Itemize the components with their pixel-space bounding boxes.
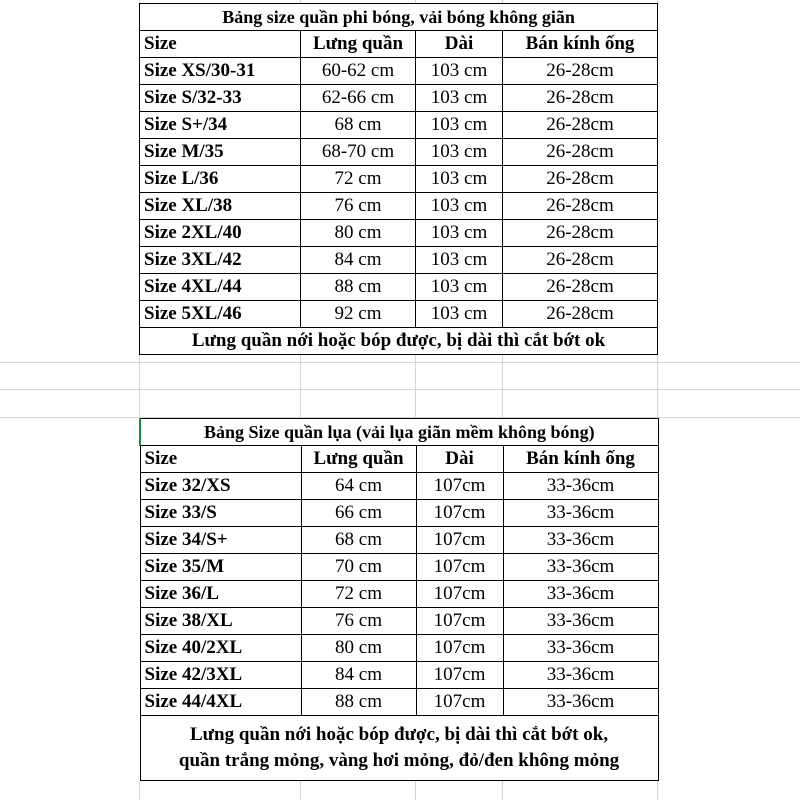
waist-cell: 88 cm	[301, 274, 416, 301]
size-cell: Size 40/2XL	[140, 635, 301, 662]
length-cell: 103 cm	[416, 58, 503, 85]
table-row	[140, 554, 658, 581]
waist-cell: 88 cm	[301, 689, 416, 716]
size-cell: Size 35/M	[140, 554, 301, 581]
table-row	[140, 608, 658, 635]
length-cell: 107cm	[416, 500, 503, 527]
table2-note-line2: quần trắng mỏng, vàng hơi mỏng, đỏ/đen không mỏng	[178, 750, 620, 771]
table-row	[140, 500, 658, 527]
leg-radius-cell: 33-36cm	[503, 635, 658, 662]
size-table-lua	[139, 418, 659, 781]
size-cell: Size L/36	[140, 166, 301, 193]
size-cell: Size M/35	[140, 139, 301, 166]
leg-radius-cell: 26-28cm	[503, 193, 658, 220]
table1-note: Lưng quần nới hoặc bóp được, bị dài thì cắt bớt ok	[140, 328, 658, 355]
table-row	[140, 193, 658, 220]
table2-header-leg-radius: Bán kính ống	[503, 446, 658, 473]
table1-title: Bảng size quần phi bóng, vải bóng không giãn	[140, 4, 658, 31]
waist-cell: 80 cm	[301, 220, 416, 247]
table-row	[140, 662, 658, 689]
table-row	[140, 635, 658, 662]
size-cell: Size 4XL/44	[140, 274, 301, 301]
length-cell: 103 cm	[416, 139, 503, 166]
leg-radius-cell: 26-28cm	[503, 274, 658, 301]
length-cell: 107cm	[416, 608, 503, 635]
waist-cell: 68 cm	[301, 527, 416, 554]
size-cell: Size 44/4XL	[140, 689, 301, 716]
table-row	[140, 274, 658, 301]
waist-cell: 84 cm	[301, 662, 416, 689]
table1-header-size: Size	[140, 31, 301, 58]
length-cell: 103 cm	[416, 193, 503, 220]
table1-header-waist: Lưng quần	[301, 31, 416, 58]
leg-radius-cell: 26-28cm	[503, 220, 658, 247]
size-cell: Size S+/34	[140, 112, 301, 139]
waist-cell: 68 cm	[301, 112, 416, 139]
leg-radius-cell: 33-36cm	[503, 527, 658, 554]
size-cell: Size S/32-33	[140, 85, 301, 112]
length-cell: 107cm	[416, 689, 503, 716]
length-cell: 103 cm	[416, 247, 503, 274]
table-row	[140, 112, 658, 139]
length-cell: 103 cm	[416, 85, 503, 112]
waist-cell: 62-66 cm	[301, 85, 416, 112]
waist-cell: 76 cm	[301, 193, 416, 220]
table1-header-length: Dài	[416, 31, 503, 58]
size-cell: Size XL/38	[140, 193, 301, 220]
waist-cell: 66 cm	[301, 500, 416, 527]
leg-radius-cell: 26-28cm	[503, 139, 658, 166]
leg-radius-cell: 33-36cm	[503, 662, 658, 689]
length-cell: 103 cm	[416, 166, 503, 193]
leg-radius-cell: 33-36cm	[503, 581, 658, 608]
leg-radius-cell: 33-36cm	[503, 473, 658, 500]
waist-cell: 60-62 cm	[301, 58, 416, 85]
table-row	[140, 58, 658, 85]
leg-radius-cell: 26-28cm	[503, 112, 658, 139]
size-cell: Size XS/30-31	[140, 58, 301, 85]
leg-radius-cell: 26-28cm	[503, 166, 658, 193]
waist-cell: 70 cm	[301, 554, 416, 581]
length-cell: 107cm	[416, 662, 503, 689]
table2-header-length: Dài	[416, 446, 503, 473]
table-row	[140, 473, 658, 500]
table1-header-row	[140, 31, 658, 58]
size-cell: Size 34/S+	[140, 527, 301, 554]
table-row	[140, 247, 658, 274]
table2-title: Bảng Size quần lụa (vải lụa giãn mềm không bóng)	[140, 419, 658, 446]
table2-header-size: Size	[140, 446, 301, 473]
table2-header-waist: Lưng quần	[301, 446, 416, 473]
length-cell: 103 cm	[416, 112, 503, 139]
length-cell: 107cm	[416, 635, 503, 662]
waist-cell: 72 cm	[301, 166, 416, 193]
waist-cell: 80 cm	[301, 635, 416, 662]
length-cell: 107cm	[416, 473, 503, 500]
waist-cell: 92 cm	[301, 301, 416, 328]
length-cell: 103 cm	[416, 301, 503, 328]
table-row	[140, 139, 658, 166]
waist-cell: 72 cm	[301, 581, 416, 608]
leg-radius-cell: 33-36cm	[503, 554, 658, 581]
table2-note-line1: Lưng quần nới hoặc bóp được, bị dài thì cắt bớt ok,	[189, 724, 609, 745]
table-row	[140, 581, 658, 608]
leg-radius-cell: 33-36cm	[503, 500, 658, 527]
length-cell: 103 cm	[416, 274, 503, 301]
waist-cell: 76 cm	[301, 608, 416, 635]
leg-radius-cell: 33-36cm	[503, 689, 658, 716]
size-cell: Size 36/L	[140, 581, 301, 608]
length-cell: 107cm	[416, 527, 503, 554]
size-cell: Size 3XL/42	[140, 247, 301, 274]
size-table-phi-bong	[139, 3, 658, 355]
waist-cell: 68-70 cm	[301, 139, 416, 166]
waist-cell: 64 cm	[301, 473, 416, 500]
length-cell: 107cm	[416, 581, 503, 608]
leg-radius-cell: 26-28cm	[503, 301, 658, 328]
table-row	[140, 220, 658, 247]
size-cell: Size 2XL/40	[140, 220, 301, 247]
leg-radius-cell: 26-28cm	[503, 85, 658, 112]
leg-radius-cell: 26-28cm	[503, 58, 658, 85]
leg-radius-cell: 33-36cm	[503, 608, 658, 635]
table-row	[140, 166, 658, 193]
length-cell: 103 cm	[416, 220, 503, 247]
table-row	[140, 85, 658, 112]
length-cell: 107cm	[416, 554, 503, 581]
table-row	[140, 301, 658, 328]
leg-radius-cell: 26-28cm	[503, 247, 658, 274]
table-row	[140, 527, 658, 554]
size-cell: Size 42/3XL	[140, 662, 301, 689]
table1-header-leg-radius: Bán kính ống	[503, 31, 658, 58]
table-row	[140, 689, 658, 716]
size-cell: Size 38/XL	[140, 608, 301, 635]
table2-note	[140, 716, 658, 781]
waist-cell: 84 cm	[301, 247, 416, 274]
table2-header-row	[140, 446, 658, 473]
size-cell: Size 33/S	[140, 500, 301, 527]
size-cell: Size 5XL/46	[140, 301, 301, 328]
size-cell: Size 32/XS	[140, 473, 301, 500]
